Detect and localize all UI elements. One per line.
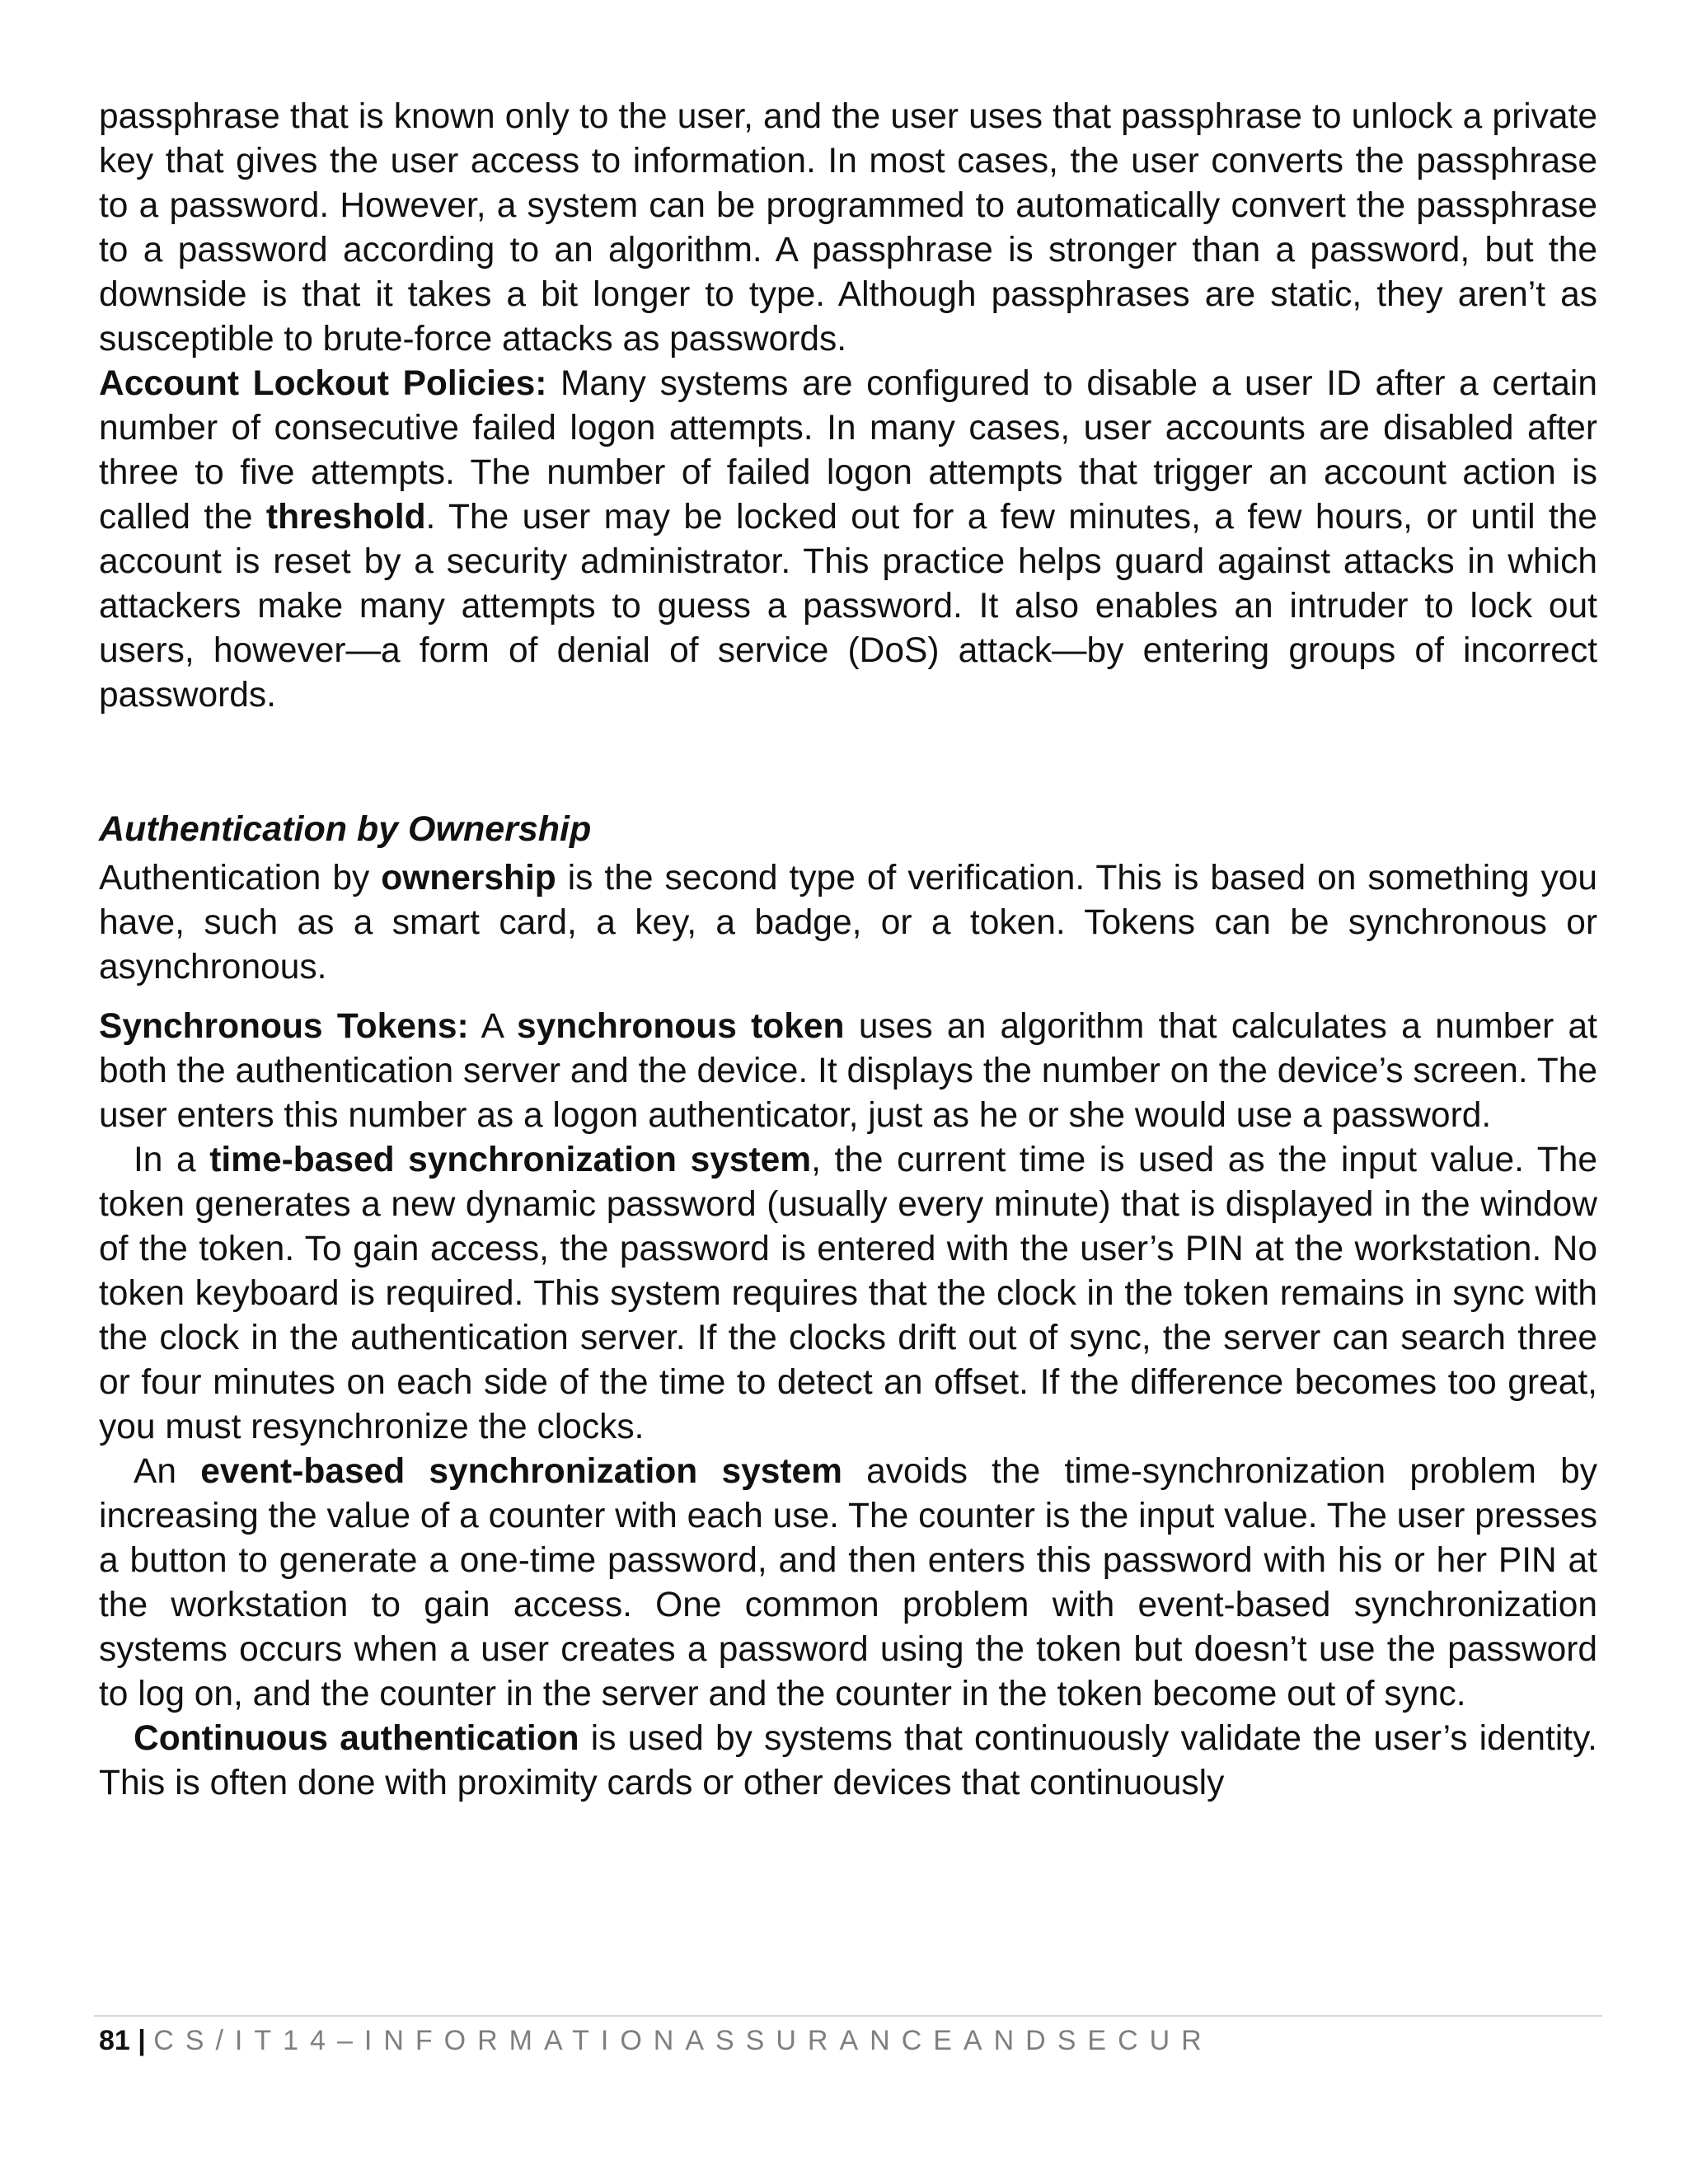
paragraph-ownership	[99, 856, 1597, 990]
paragraph-account-lockout	[99, 362, 1597, 718]
paragraph-text: A	[468, 1007, 517, 1046]
paragraph-text: is the second type of verification. This is based on something you have, such as a smart card, a key, a badge, or a token. Tokens can be synchronous or asynchronous.	[99, 859, 1597, 987]
footer-separator: |	[138, 2025, 146, 2056]
paragraph-text: is used by systems that continuously validate the user’s identity. This is often done with proximity cards or other devices that continuously	[99, 1719, 1597, 1802]
paragraph-continuous	[99, 1717, 1597, 1806]
paragraph-text: avoids the time-synchronization problem by increasing the value of a counter with each use. The counter is the input value. The user presses a button to generate a one-time password, and then enters this password with his or her PIN at the workstation to gain access. One common problem with event-based synchronization systems occurs when a user creates a password using the token but doesn’t use the password to log on, and the counter in the server and the counter in the token become out of sync.	[99, 1452, 1597, 1713]
paragraph-text: In a	[134, 1141, 210, 1179]
page-body	[99, 95, 1597, 1806]
term-ownership: ownership	[381, 859, 556, 898]
paragraph-synchronous-tokens	[99, 1005, 1597, 1138]
paragraph-passphrase	[99, 95, 1597, 362]
paragraph-text: . The user may be locked out for a few minutes, a few hours, or until the account is reset by a security administrator. This practice helps guard against attacks in which attackers make many attempts to guess a password. It also enables an intruder to lock out users, however—a form of denial of service (DoS) attack—by entering groups of incorrect passwords.	[99, 498, 1597, 715]
paragraph-event-based	[99, 1450, 1597, 1717]
paragraph-text: An	[134, 1452, 201, 1491]
paragraph-text: , the current time is used as the input value. The token generates a new dynamic password (usually every minute) that is displayed in the window of the token. To gain access, the password is entered with the user’s PIN at the workstation. No token keyboard is required. This system requires that the clock in the token remains in sync with the clock in the authentication server. If the clocks drift out of sync, the server can search three or four minutes on each side of the time to detect an offset. If the difference becomes too great, you must resynchronize the clocks.	[99, 1141, 1598, 1446]
term-threshold: threshold	[265, 498, 426, 537]
paragraph-text: Many systems are configured to disable a user ID after a certain number of consecutive failed logon attempts. In many cases, user accounts are disabled after three to five attempts. The number of failed logon attempts that trigger an account action is called the	[99, 364, 1597, 537]
term-synchronous-token: synchronous token	[516, 1007, 845, 1046]
page-footer	[99, 2024, 1213, 2057]
section-heading: Authentication by Ownership	[99, 809, 592, 849]
term-synchronous-tokens: Synchronous Tokens:	[99, 1007, 469, 1046]
term-account-lockout-policies: Account Lockout Policies:	[99, 364, 547, 403]
paragraph-text: uses an algorithm that calculates a number at both the authentication server and the device. It displays the number on the device’s screen. The user enters this number as a logon authenticator, just as he or she would use a password.	[99, 1007, 1597, 1135]
paragraph-text: passphrase that is known only to the user, and the user uses that passphrase to unlock a private key that gives the user access to information. In most cases, the user converts the passphrase to a password. However, a system can be programmed to automatically convert the passphrase to a password according to an algorithm. A passphrase is stronger than a password, but the downside is that it takes a bit longer to type. Although passphrases are static, they aren’t as susceptible to brute-force attacks as passwords.	[99, 97, 1597, 359]
term-continuous-authentication: Continuous authentication	[134, 1719, 579, 1758]
course-title: CS/IT14–INFORMATIONASSURANCEANDSECUR	[153, 2025, 1213, 2056]
footer-divider	[94, 2015, 1602, 2017]
paragraph-text: Authentication by	[99, 859, 382, 898]
term-time-based-sync: time-based synchronization system	[209, 1141, 812, 1179]
term-event-based-sync: event-based synchronization system	[200, 1452, 842, 1491]
paragraph-time-based	[99, 1138, 1597, 1450]
page-number: 81	[99, 2025, 130, 2056]
